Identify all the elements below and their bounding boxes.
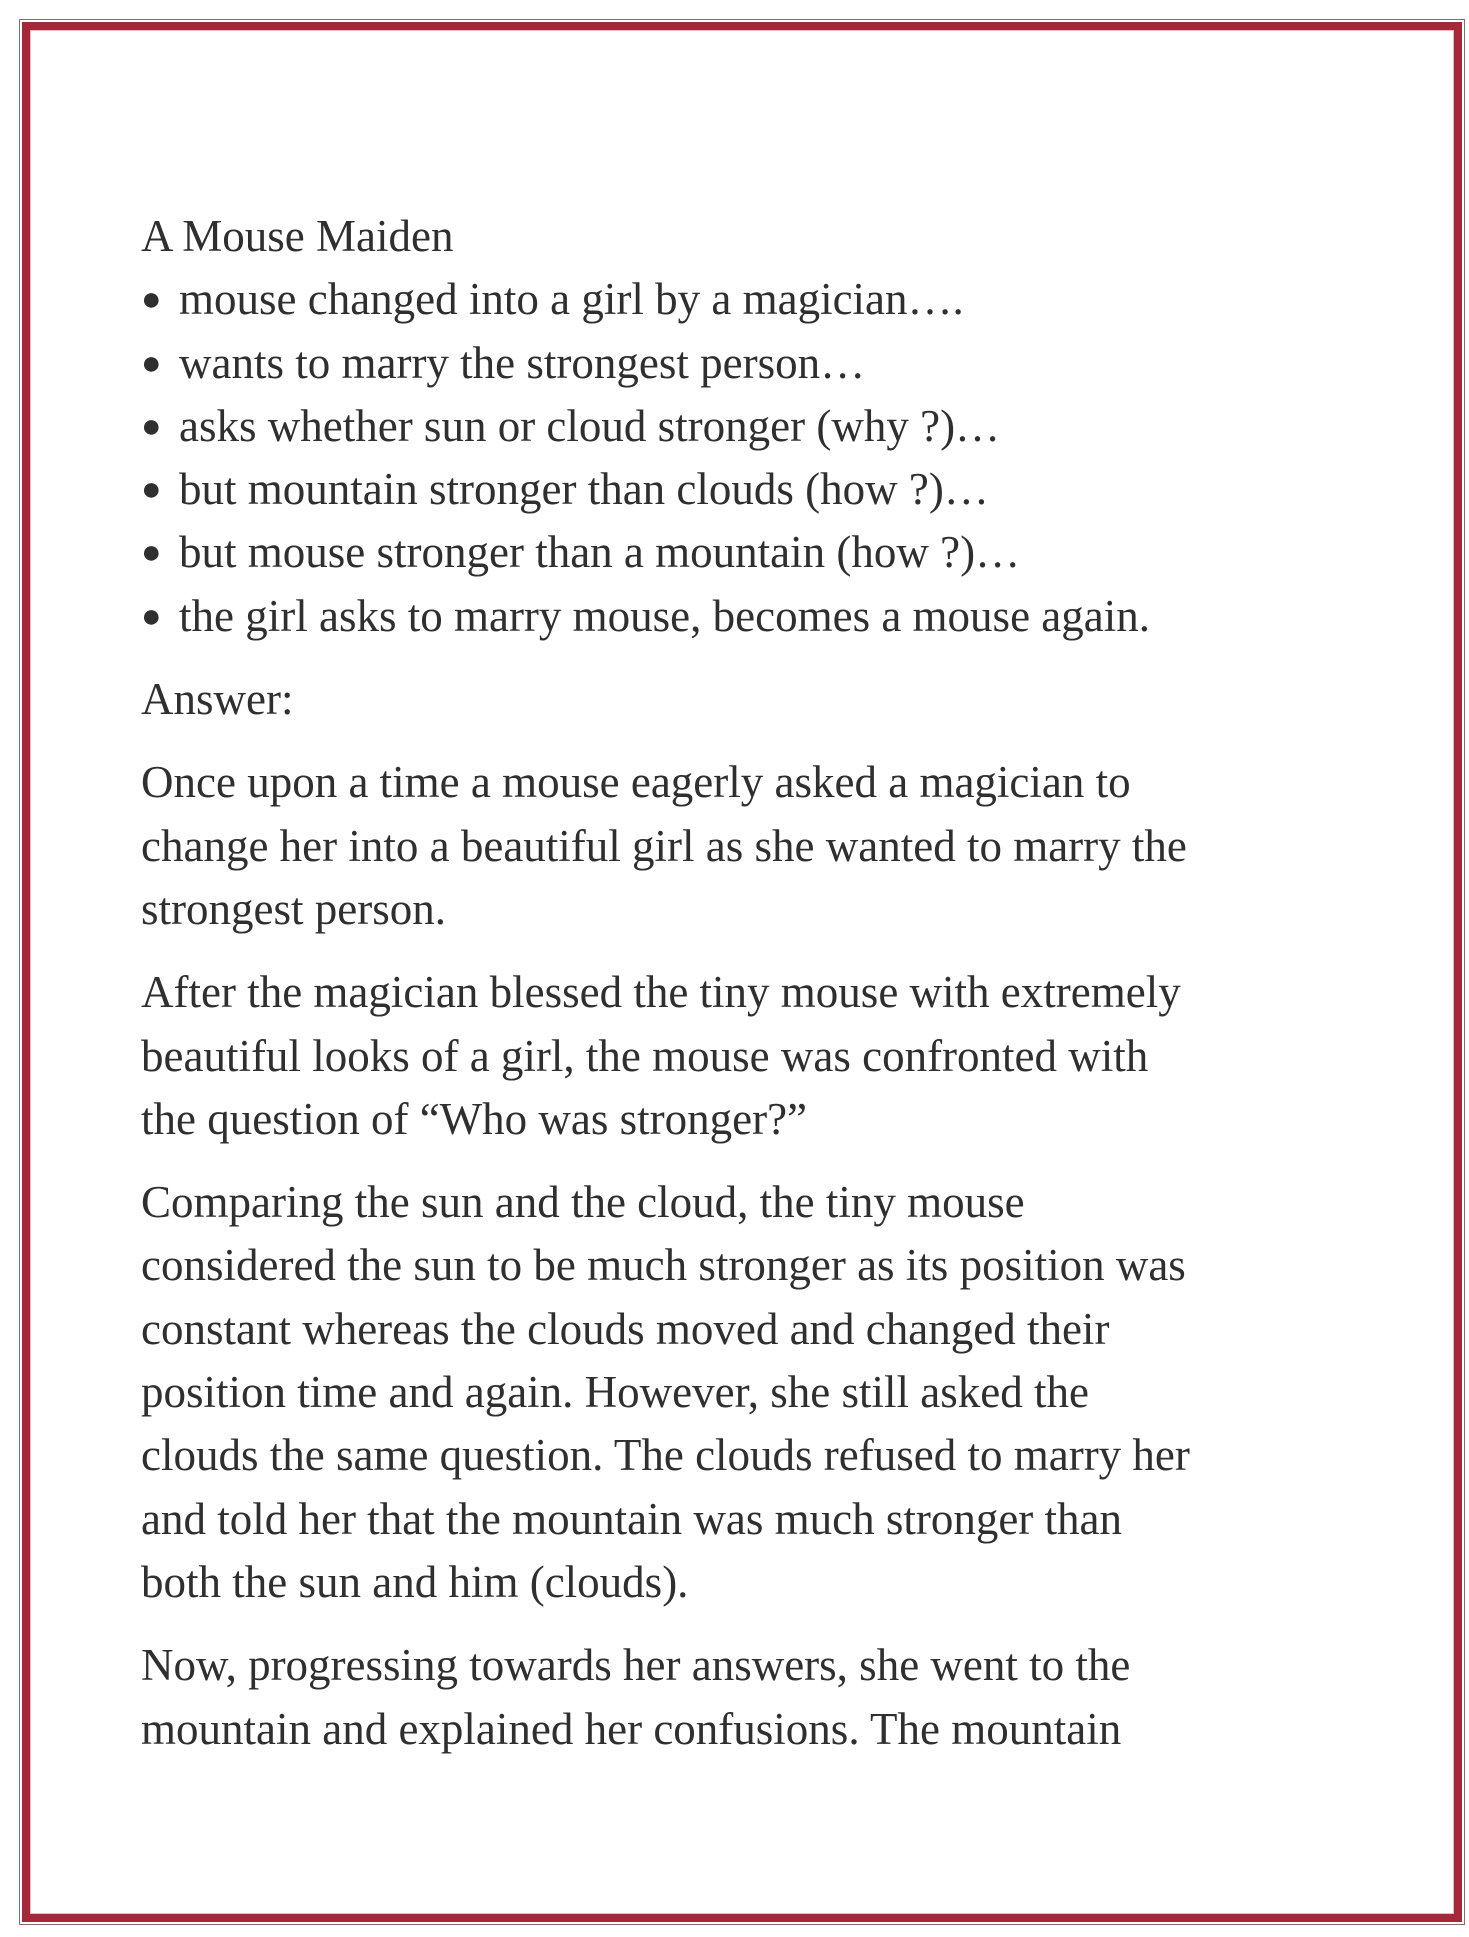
paragraph-line: mountain and explained her confusions. The mountain [141, 1703, 1122, 1754]
bullet-text: the girl asks to marry mouse, becomes a mouse again. [179, 590, 1150, 641]
paragraph-line: change her into a beautiful girl as she wanted to marry the [141, 820, 1187, 871]
bullet-text: mouse changed into a girl by a magician…. [179, 274, 964, 325]
paragraph-line: constant whereas the clouds moved and changed their [141, 1303, 1110, 1354]
bullet-icon: ● [141, 344, 162, 382]
paragraph-line: considered the sun to be much stronger as its position was [141, 1240, 1186, 1291]
outline-block [141, 205, 1381, 648]
paragraph-line: and told her that the mountain was much stronger than [141, 1493, 1123, 1544]
bullet-item [141, 268, 1381, 331]
bullet-icon: ● [141, 597, 162, 635]
paragraph [141, 751, 1381, 941]
paragraph [141, 1634, 1381, 1761]
paragraph [141, 961, 1381, 1151]
bullet-icon: ● [141, 534, 162, 572]
document-title: A Mouse Maiden [141, 211, 454, 261]
bullet-item [141, 458, 1381, 521]
paragraph [141, 1171, 1381, 1614]
bullet-item [141, 585, 1381, 648]
answer-label: Answer: [141, 674, 294, 725]
paragraph-line: Comparing the sun and the cloud, the tiny mouse [141, 1177, 1025, 1228]
paragraph-line: After the magician blessed the tiny mouse with extremely [141, 967, 1181, 1018]
paragraph-line: the question of “Who was stronger?” [141, 1093, 808, 1144]
paragraph-line: strongest person. [141, 883, 446, 934]
paragraph-line: position time and again. However, she still asked the [141, 1367, 1089, 1418]
answer-paragraphs [141, 751, 1381, 1760]
bullet-item [141, 521, 1381, 584]
bullet-icon: ● [141, 407, 162, 445]
bullet-item [141, 332, 1381, 395]
bullet-icon: ● [141, 471, 162, 509]
document-content [141, 205, 1381, 1781]
bullet-text: asks whether sun or cloud stronger (why ?)… [179, 400, 1001, 451]
paragraph-line: clouds the same question. The clouds refused to marry her [141, 1430, 1190, 1481]
bullet-text: but mountain stronger than clouds (how ?)… [179, 464, 989, 515]
bullet-text: wants to marry the strongest person… [179, 337, 866, 388]
paragraph-line: beautiful looks of a girl, the mouse was confronted with [141, 1030, 1149, 1081]
bullet-text: but mouse stronger than a mountain (how ?)… [179, 527, 1021, 578]
paragraph-line: both the sun and him (clouds). [141, 1556, 689, 1607]
paragraph-line: Now, progressing towards her answers, she went to the [141, 1640, 1131, 1691]
answer-block [141, 668, 1381, 731]
bullet-icon: ● [141, 281, 162, 319]
bullet-list [141, 268, 1381, 648]
paragraph-line: Once upon a time a mouse eagerly asked a magician to [141, 757, 1131, 808]
bullet-item [141, 395, 1381, 458]
